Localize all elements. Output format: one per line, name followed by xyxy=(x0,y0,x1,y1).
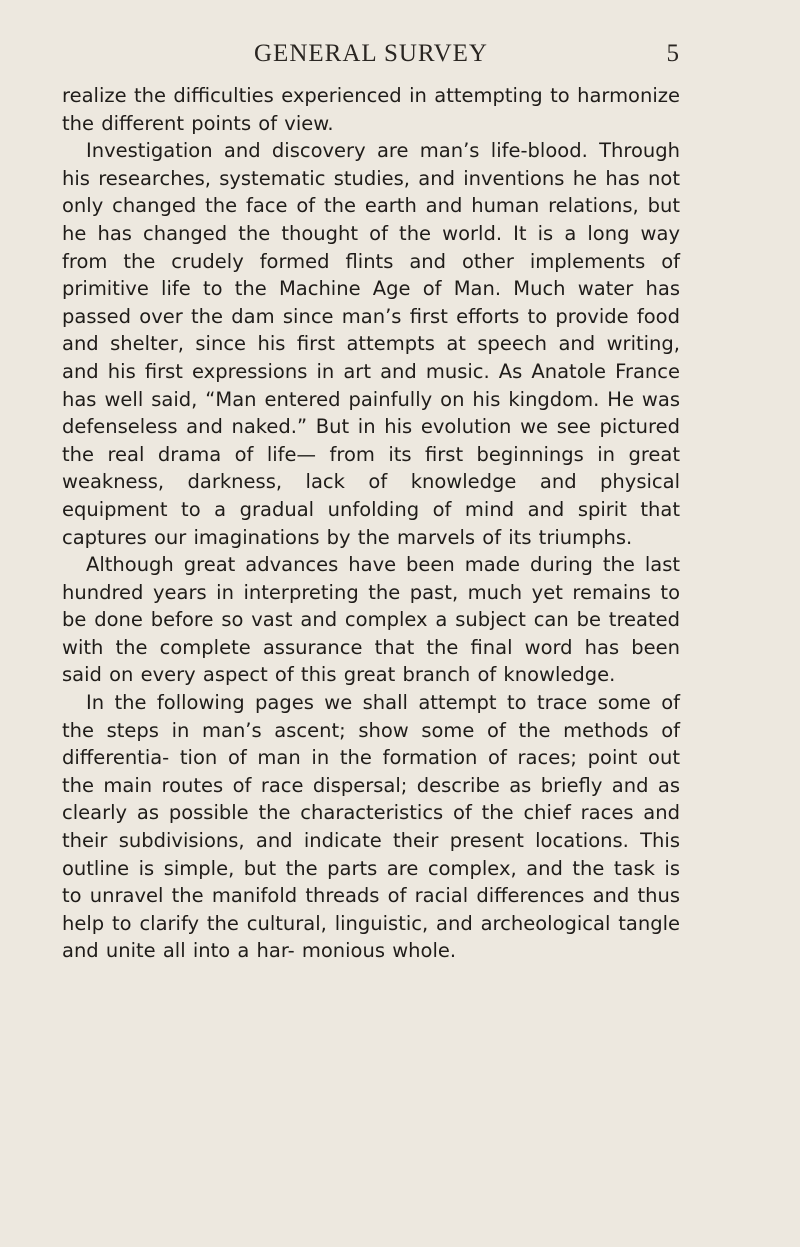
page-number: 5 xyxy=(666,40,680,67)
paragraph-advances: Although great advances have been made during the last hundred years in interpreting the past, much yet remains to be done before so vast and complex a subject can be treated with the complete assurance that the final word has been said on every aspect of this great branch of knowledge. xyxy=(62,553,680,687)
body-text xyxy=(62,82,680,965)
paragraph-investigation: Investigation and discovery are man’s life-blood. Through his researches, systematic studies, and inventions he has not only changed the face of the earth and human relations, but he has changed the thought of the world. It is a long way from the crudely formed flints and other implements of primitive life to the Machine Age of Man. Much water has passed over the dam since man’s first efforts to provide food and shelter, since his first attempts at speech and writing, and his first expressions in art and music. As Anatole France has well said, “Man entered painfully on his kingdom. He was defenseless and naked.” But in his evolution we see pictured the real drama of life— from its first beginnings in great weakness, darkness, lack of knowledge and physical equipment to a gradual unfolding of mind and spirit that captures our imaginations by the marvels of its triumphs. xyxy=(62,139,680,549)
paragraph-following-pages: In the following pages we shall attempt to trace some of the steps in man’s ascent; show some of the methods of differentia- tion of man in the formation of races; point out the main routes of race dispersal; describe as briefly and as clearly as possible the characteristics of the chief races and their subdivisions, and indicate their present locations. This outline is simple, but the parts are complex, and the task is to unravel the manifold threads of racial differences and thus help to clarify the cultural, linguistic, and archeological tangle and unite all into a har- monious whole. xyxy=(62,691,680,963)
running-head-title: GENERAL SURVEY xyxy=(254,40,488,67)
paragraph-continuation: realize the difficulties experienced in attempting to harmonize the different points of view. xyxy=(62,84,680,135)
running-head xyxy=(62,40,680,76)
